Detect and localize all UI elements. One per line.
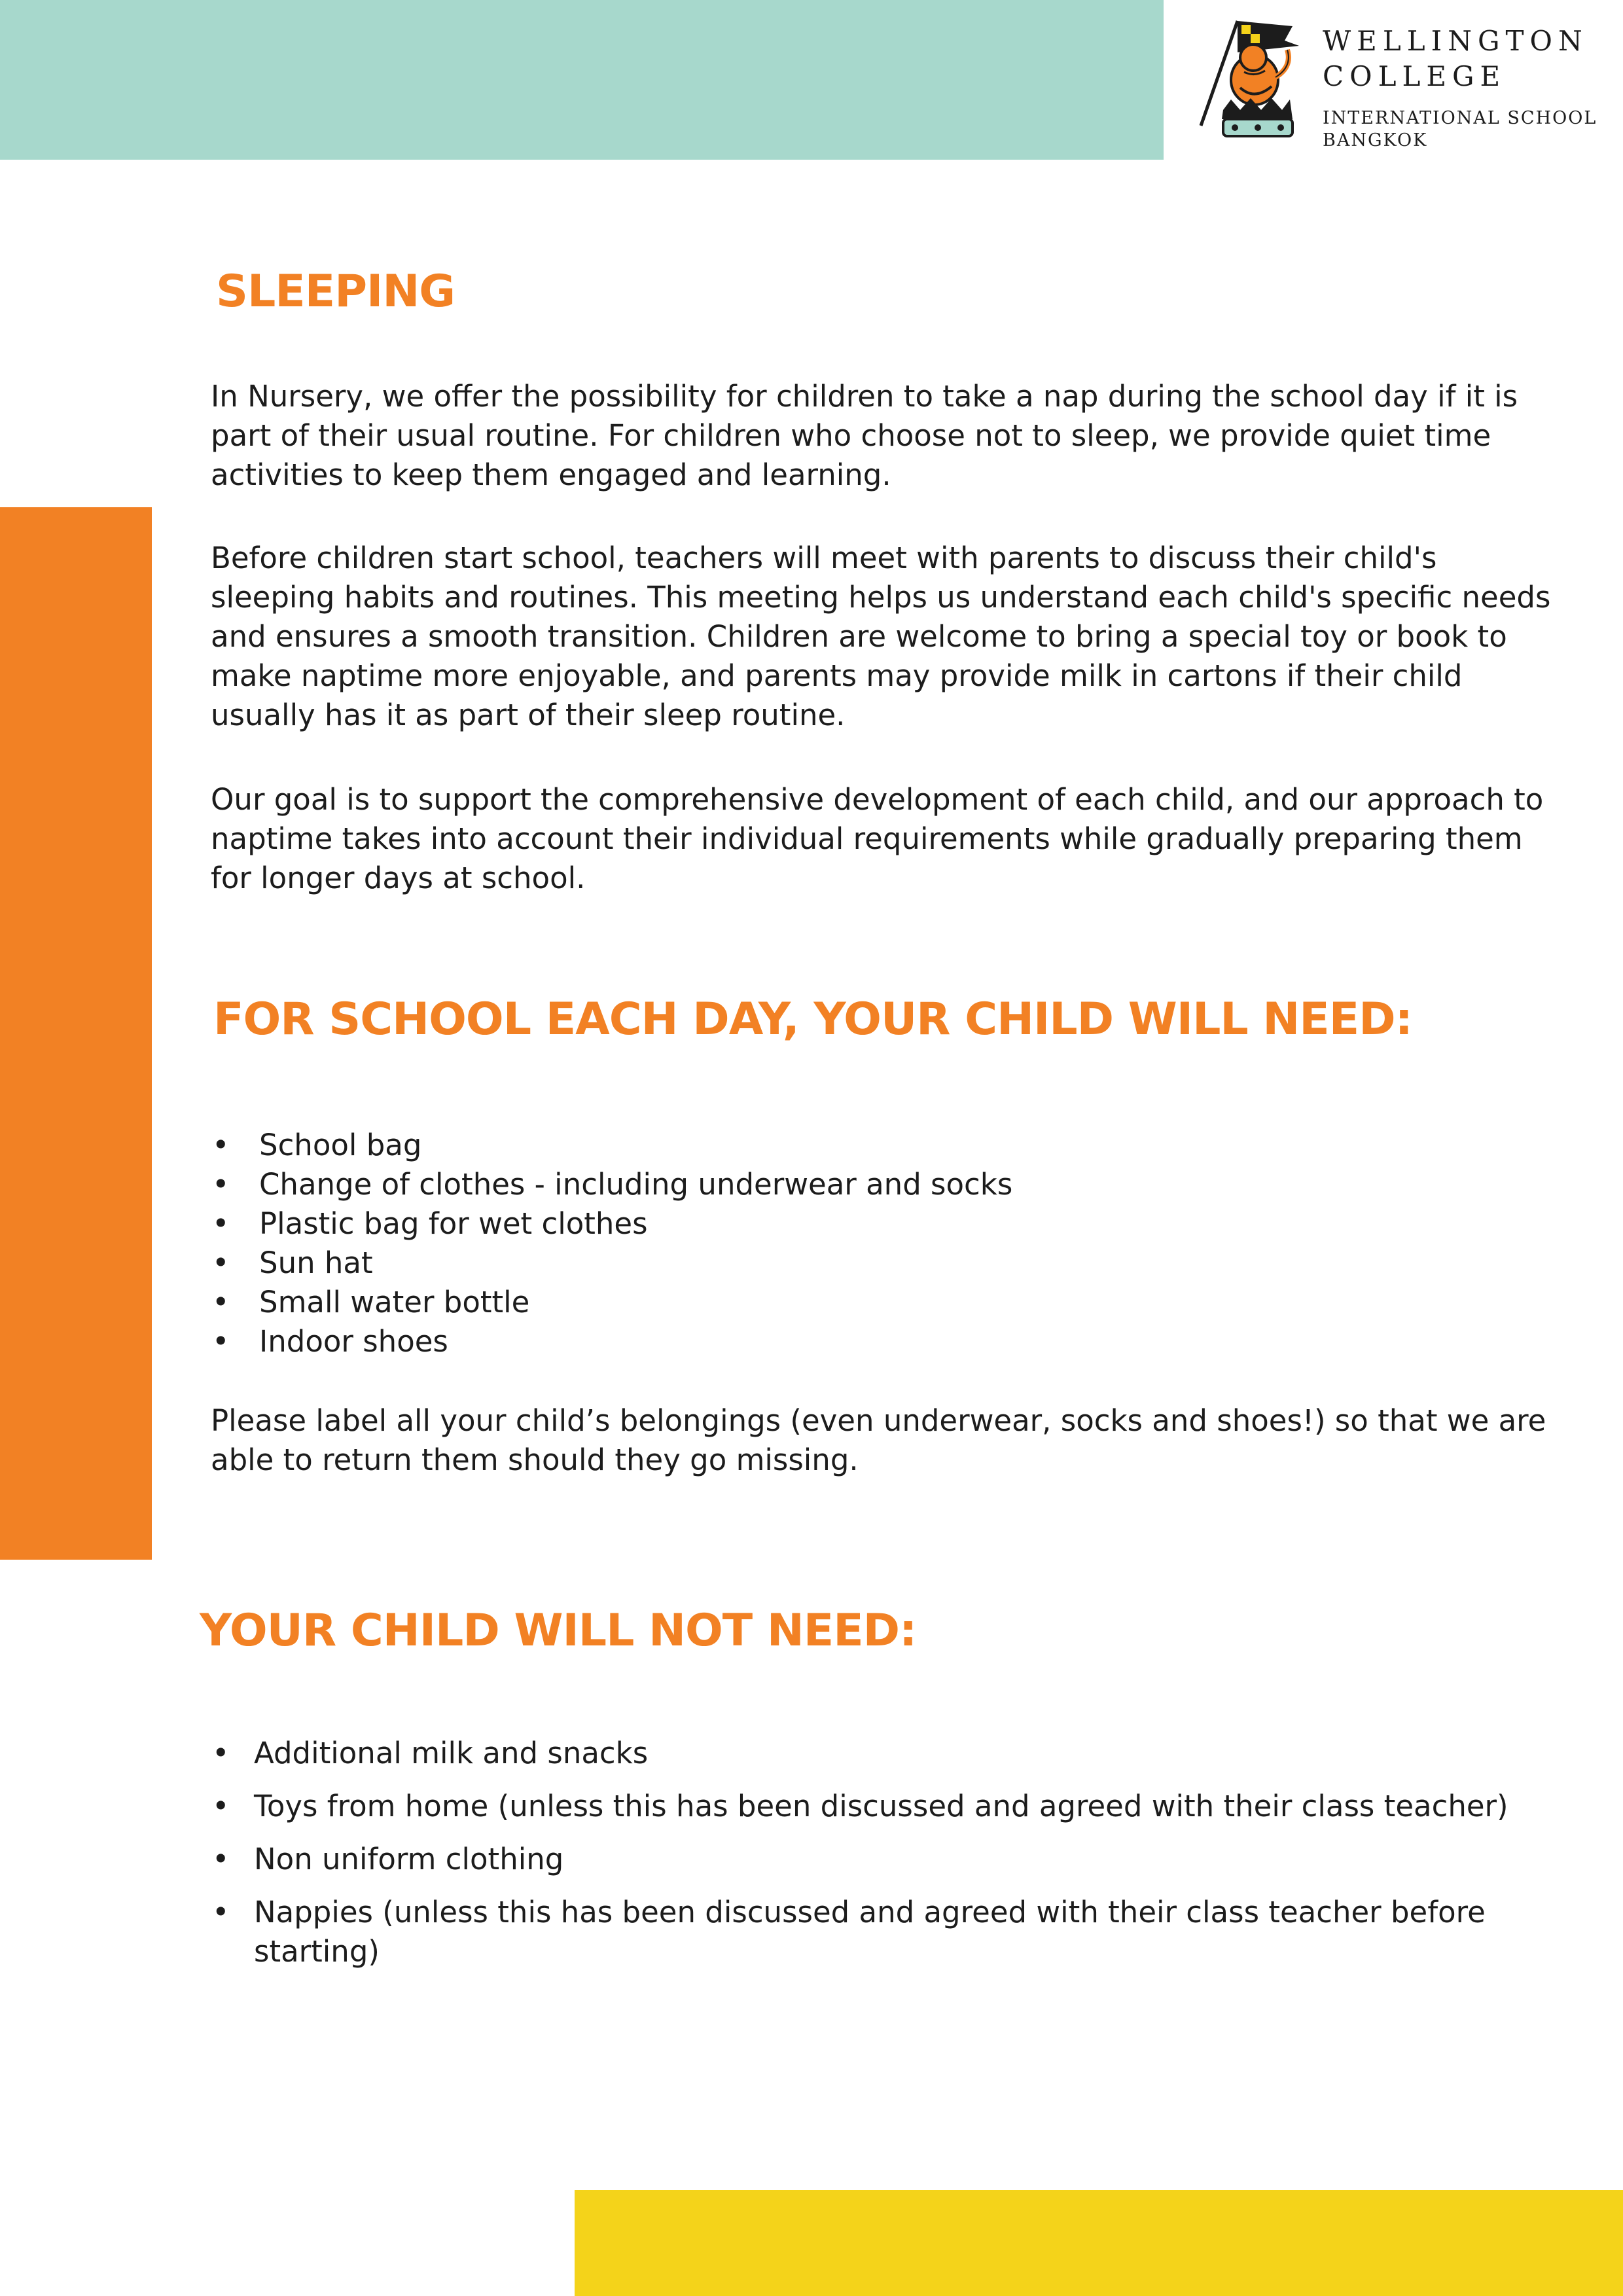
sleeping-paragraph-1: In Nursery, we offer the possibility for children to take a nap during the school day if it is part of their usual routine. For children who choose not to sleep, we provide quiet time activities to keep them engaged and learning. bbox=[211, 379, 1518, 492]
list-item bbox=[211, 1840, 1585, 1879]
school-logo bbox=[1194, 14, 1613, 152]
list-item-text: Toys from home (unless this has been discussed and agreed with their class teacher) bbox=[254, 1789, 1508, 1823]
list-item-text: Indoor shoes bbox=[259, 1324, 448, 1359]
labels-note: Please label all your child’s belongings (even underwear, socks and shoes!) so that we are able to return them should they go missing. bbox=[211, 1403, 1546, 1477]
list-item-text: Small water bottle bbox=[259, 1285, 530, 1319]
list-item-text: Change of clothes - including underwear and socks bbox=[259, 1167, 1013, 1202]
bullet-icon: • bbox=[212, 1206, 230, 1241]
logo-name-line2: COLLEGE bbox=[1323, 60, 1507, 92]
bullet-icon: • bbox=[212, 1789, 230, 1823]
list-item bbox=[211, 1322, 1520, 1361]
bullet-icon: • bbox=[212, 1167, 230, 1202]
need-list bbox=[211, 1126, 1520, 1361]
list-item bbox=[211, 1126, 1520, 1165]
list-item bbox=[211, 1734, 1585, 1773]
top-teal-band bbox=[0, 0, 1164, 160]
sleeping-paragraph-3: Our goal is to support the comprehensive development of each child, and our approach to naptime takes into account their individual requirements while gradually preparing them for longer days at school. bbox=[211, 782, 1544, 895]
list-item bbox=[211, 1244, 1520, 1283]
bullet-icon: • bbox=[212, 1842, 230, 1876]
bullet-icon: • bbox=[212, 1736, 230, 1770]
list-item bbox=[211, 1165, 1520, 1204]
bullet-icon: • bbox=[212, 1128, 230, 1162]
sleeping-paragraph-2: Before children start school, teachers will meet with parents to discuss their child's sleeping habits and routines. This meeting helps us understand each child's specific needs and ensures a smooth transition. Children are welcome to bring a special toy or book to make naptime more enjoyable, and parents may provide milk in cartons if their child usually has it as part of their sleep routine. bbox=[211, 541, 1551, 732]
list-item-text: Plastic bag for wet clothes bbox=[259, 1206, 648, 1241]
bottom-yellow-band bbox=[575, 2190, 1623, 2296]
list-item bbox=[211, 1893, 1585, 1971]
list-item bbox=[211, 1204, 1520, 1244]
bullet-icon: • bbox=[212, 1324, 230, 1359]
not-need-list bbox=[211, 1734, 1585, 1985]
logo-subtitle-line2: BANGKOK bbox=[1323, 130, 1428, 151]
list-item-text: School bag bbox=[259, 1128, 422, 1162]
list-item-text: Non uniform clothing bbox=[254, 1842, 564, 1876]
lion-crest-icon bbox=[1194, 14, 1306, 152]
list-item bbox=[211, 1283, 1520, 1322]
sleeping-heading: SLEEPING bbox=[216, 266, 455, 317]
not-need-heading: YOUR CHILD WILL NOT NEED: bbox=[200, 1605, 917, 1657]
bullet-icon: • bbox=[212, 1895, 230, 1929]
bullet-icon: • bbox=[212, 1246, 230, 1280]
list-item-text: Nappies (unless this has been discussed and agreed with their class teacher before starting) bbox=[254, 1895, 1486, 1969]
logo-subtitle-line1: INTERNATIONAL SCHOOL bbox=[1323, 108, 1597, 128]
logo-name-line1: WELLINGTON bbox=[1323, 25, 1588, 57]
logo-wordmark bbox=[1323, 24, 1597, 152]
left-orange-band bbox=[0, 507, 152, 1560]
list-item-text: Additional milk and snacks bbox=[254, 1736, 649, 1770]
need-heading: FOR SCHOOL EACH DAY, YOUR CHILD WILL NEED: bbox=[213, 994, 1412, 1045]
list-item-text: Sun hat bbox=[259, 1246, 373, 1280]
bullet-icon: • bbox=[212, 1285, 230, 1319]
list-item bbox=[211, 1787, 1585, 1826]
